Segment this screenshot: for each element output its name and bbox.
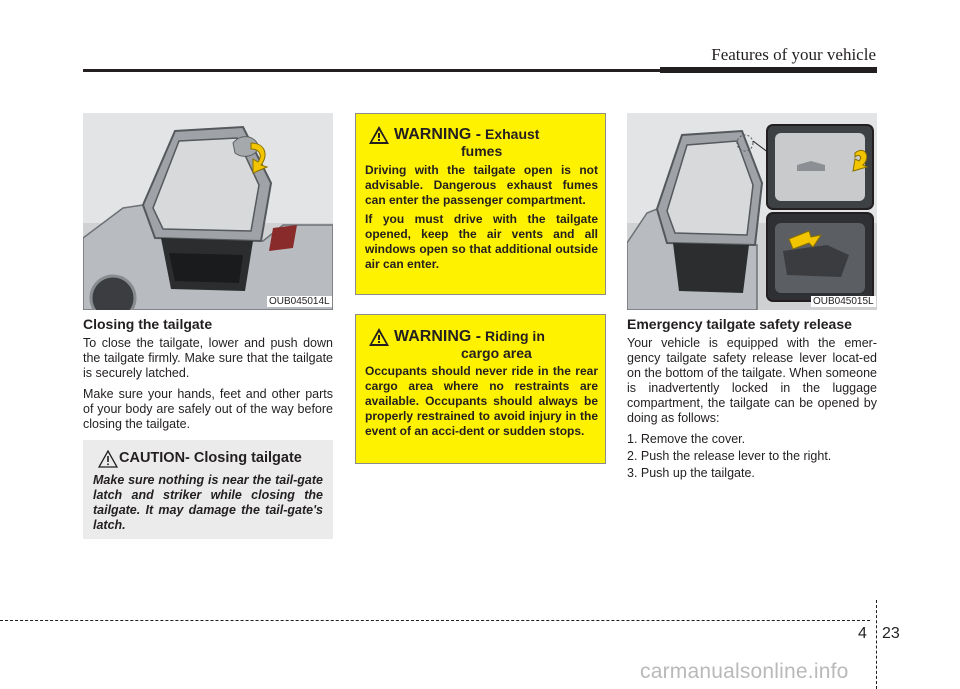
header-rule-accent — [660, 67, 877, 73]
warning-subject-cont: fumes — [461, 143, 503, 159]
warning-subject: Riding in — [485, 328, 545, 344]
image-code: OUB045015L — [813, 296, 874, 307]
page-number: 23 — [882, 625, 900, 642]
watermark: carmanualsonline.info — [640, 660, 849, 683]
paragraph: To close the tailgate, lower and push down the tailgate firmly. Make sure that the tailgate is securely latched. — [83, 336, 333, 380]
warning-heading — [394, 126, 604, 159]
section-body — [627, 336, 877, 487]
warning-text — [365, 364, 598, 443]
paragraph: If you must drive with the tailgate opened, keep the air vents and all windows open so that additional outside air can enter. — [365, 212, 598, 271]
step-item: 3. Push up the tailgate. — [627, 466, 755, 480]
caution-text: Make sure nothing is near the tail-gate latch and striker while closing the tailgate. It may damage the tail-gate's latch. — [93, 473, 323, 532]
safety-release-illustration — [627, 113, 877, 310]
caution-title: CAUTION- Closing tailgate — [119, 450, 302, 466]
section-heading: Closing the tailgate — [83, 316, 213, 332]
warning-subject: Exhaust — [485, 126, 540, 142]
caution-triangle-icon — [98, 450, 118, 468]
warning-heading — [394, 328, 604, 361]
running-header: Features of your vehicle — [711, 45, 876, 64]
warning-triangle-icon — [368, 327, 390, 347]
warning-box-exhaust — [355, 113, 606, 295]
warning-label: WARNING - — [394, 126, 482, 143]
chapter-number: 4 — [858, 625, 867, 642]
warning-triangle-icon — [368, 125, 390, 145]
footer-rule — [0, 620, 870, 621]
safety-release-photo — [627, 113, 877, 310]
warning-box-cargo — [355, 314, 606, 464]
section-body — [83, 336, 333, 438]
image-code: OUB045014L — [269, 296, 330, 307]
paragraph: Driving with the tailgate open is not advisable. Dangerous exhaust fumes can enter the passenger compartment. — [365, 163, 598, 207]
caution-box — [83, 440, 333, 539]
paragraph: Make sure your hands, feet and other parts of your body are safely out of the way before closing the tailgate. — [83, 387, 333, 431]
footer-divider — [876, 600, 877, 689]
tailgate-photo — [83, 113, 333, 310]
warning-label: WARNING - — [394, 328, 482, 345]
step-item: 1. Remove the cover. — [627, 432, 746, 446]
step-item: 2. Push the release lever to the right. — [627, 449, 832, 463]
tailgate-illustration — [83, 113, 333, 310]
warning-text — [365, 163, 598, 276]
paragraph: Occupants should never ride in the rear cargo area where no restraints are available. Occupants should always be properly restrained to avoid injury in the event of an acci-dent or sudden stops. — [365, 364, 598, 438]
warning-subject-cont: cargo area — [461, 345, 532, 361]
paragraph: Your vehicle is equipped with the emer-gency tailgate safety release lever locat-ed on the bottom of the tailgate. When someone is inadvertently locked in the luggage compartment, the tailgate can be opened by doing as follows: — [627, 336, 877, 425]
section-heading: Emergency tailgate safety release — [627, 316, 852, 332]
